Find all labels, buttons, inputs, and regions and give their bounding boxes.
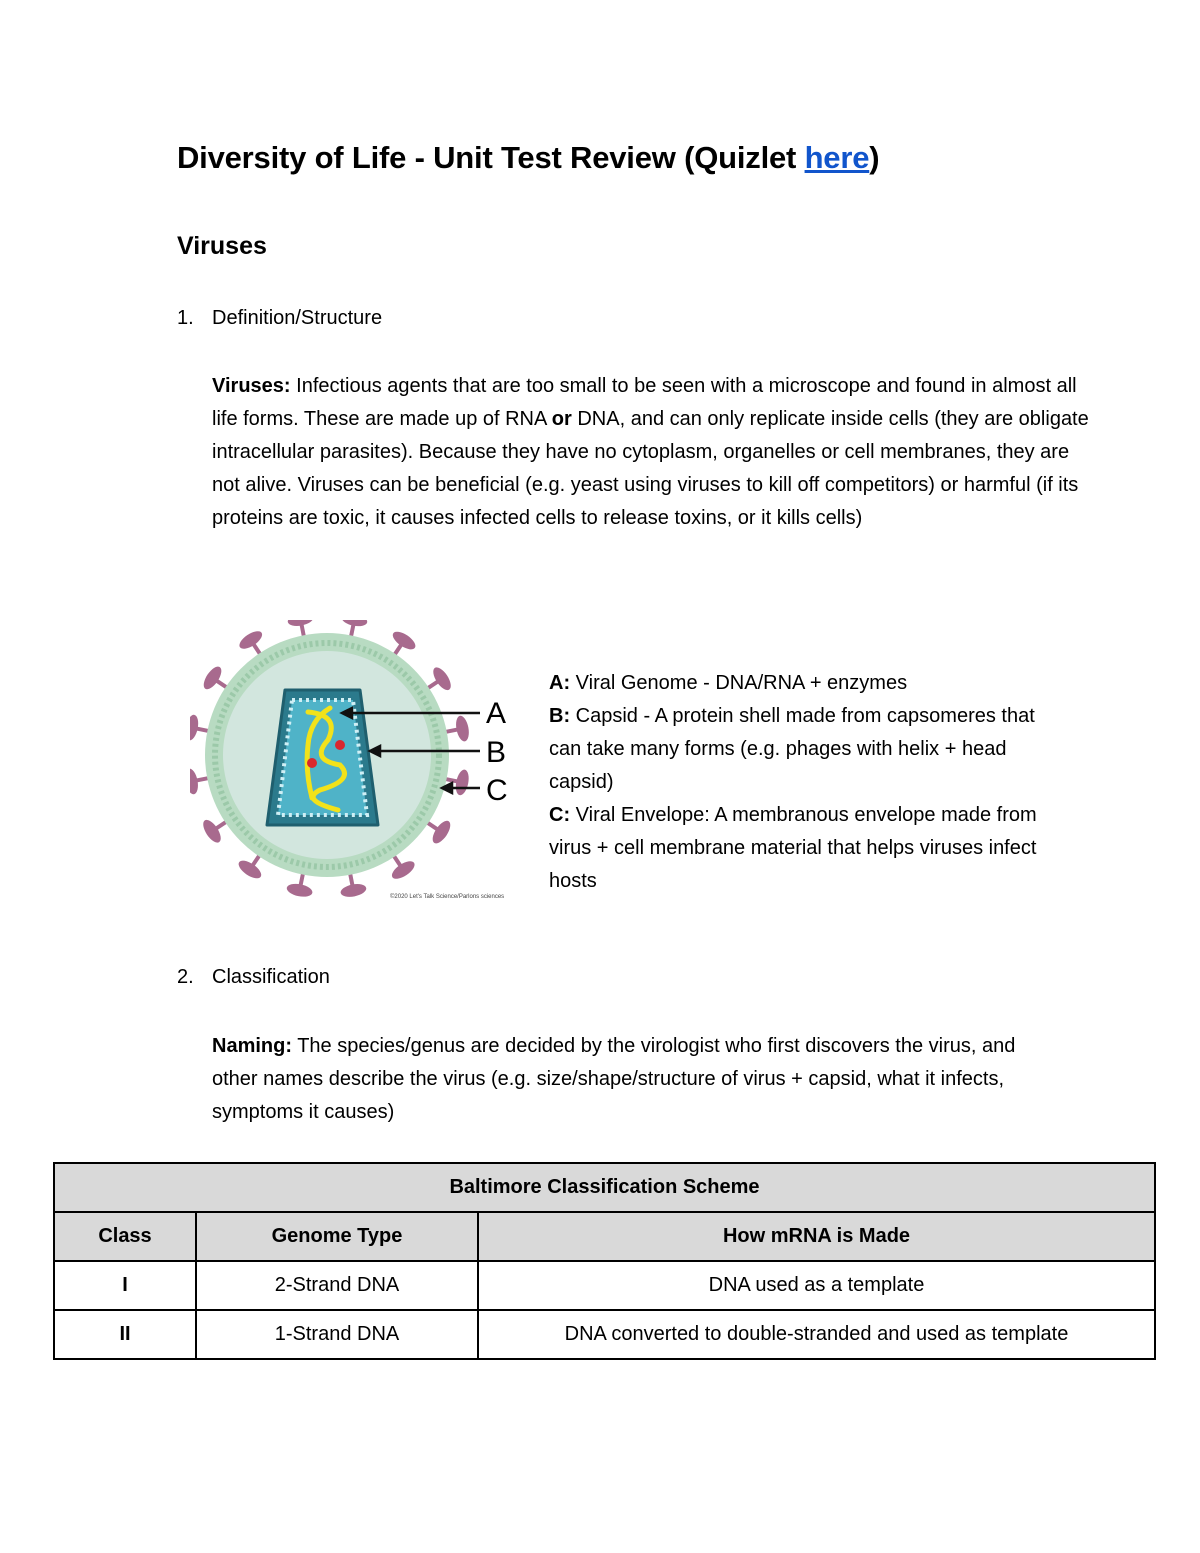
spike-head (286, 882, 314, 899)
spike-head (454, 768, 471, 796)
baltimore-classification-table (53, 1162, 1156, 1360)
virus-structure-diagram (190, 620, 530, 915)
column-header-class: Class (54, 1212, 196, 1261)
spike-head (389, 858, 417, 882)
table-cell: I (54, 1261, 196, 1310)
spike-head (237, 628, 265, 652)
legend-item-c: C: Viral Envelope: A membranous envelope made from virus + cell membrane material that helps viruses infect hosts (549, 804, 1037, 892)
spike-head (429, 818, 453, 846)
diagram-label-a: A (486, 697, 507, 730)
table-cell: II (54, 1310, 196, 1359)
quizlet-link[interactable]: here (804, 140, 870, 175)
table-cell: DNA converted to double-stranded and used as template (478, 1310, 1155, 1359)
definition-term: Viruses: (212, 375, 291, 397)
diagram-label-c: C (486, 774, 508, 807)
spike-head (200, 664, 224, 692)
list-item-definition: 1. Definition/Structure (177, 307, 383, 329)
naming-paragraph: Naming: The species/genus are decided by the virologist who first discovers the virus, and other names describe the virus (e.g. size/shape/structure of virus + capsid, what it infects, symptoms it causes) (212, 1035, 1016, 1123)
naming-term: Naming: (212, 1035, 292, 1057)
section-heading: Viruses (177, 232, 267, 260)
spike-head (236, 857, 264, 881)
spike-head (340, 882, 368, 899)
definition-paragraph: Viruses: Infectious agents that are too small to be seen with a microscope and found in almost all life forms. These are made up of RNA or DNA, and can only replicate inside cells (they are obligate intracellular parasites). Because they have no cytoplasm, organelles or cell membranes, they are not alive. Viruses can be beneficial (e.g. yeast using viruses to kill off competitors) or harmful (if its proteins are toxic, it causes infected cells to release toxins, or it kills cells) (212, 375, 1089, 529)
enzyme-dot (335, 740, 345, 750)
column-header-genome-type: Genome Type (196, 1212, 478, 1261)
spike-head (454, 715, 471, 743)
legend-item-a: A: Viral Genome - DNA/RNA + enzymes (549, 672, 908, 694)
table-cell: 1-Strand DNA (196, 1310, 478, 1359)
document-title: Diversity of Life - Unit Test Review (Quizlet here) (177, 140, 880, 175)
table-row (54, 1310, 1155, 1359)
diagram-credit: ©2020 Let's Talk Science/Parlons sciences (390, 894, 505, 900)
table-caption: Baltimore Classification Scheme (54, 1163, 1155, 1212)
legend-item-b: B: Capsid - A protein shell made from capsomeres that can take many forms (e.g. phages with helix + head capsid) (549, 705, 1035, 793)
table-cell: DNA used as a template (478, 1261, 1155, 1310)
spike-head (200, 817, 224, 845)
spike-head (390, 628, 418, 652)
diagram-label-b: B (486, 736, 507, 769)
enzyme-dot (307, 758, 317, 768)
list-item-classification: 2. Classification (177, 966, 330, 988)
diagram-legend (549, 667, 1069, 898)
spike-head (430, 665, 454, 693)
table-row (54, 1261, 1155, 1310)
column-header-mrna: How mRNA is Made (478, 1212, 1155, 1261)
table-cell: 2-Strand DNA (196, 1261, 478, 1310)
